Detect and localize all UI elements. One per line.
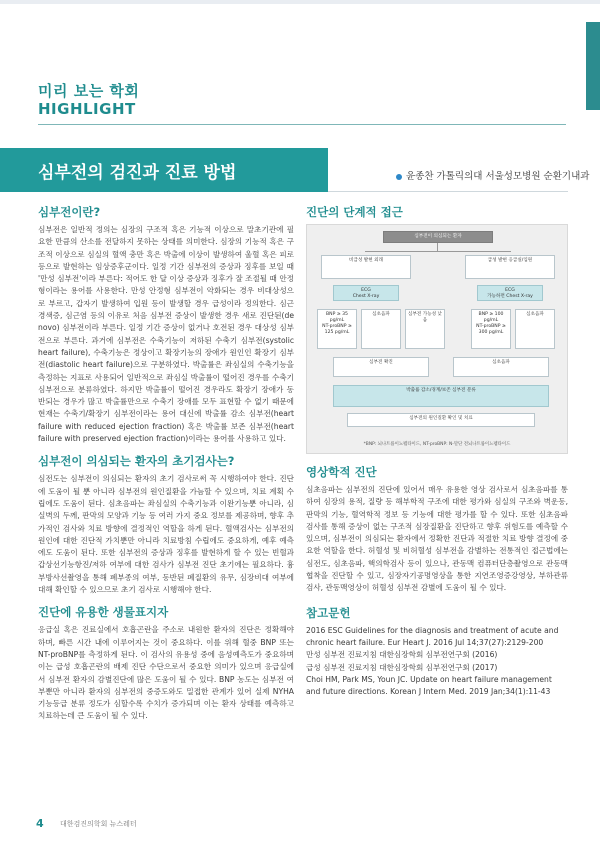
- section-kicker: 미리 보는 학회: [38, 82, 140, 100]
- side-tab: [586, 22, 600, 110]
- flow-arrow: [365, 251, 511, 252]
- right-column: [306, 198, 568, 698]
- reference-item: 만성 심부전 진료지침 대한심장학회 심부전연구회 (2016): [306, 650, 498, 660]
- heading-references: 참고문헌: [306, 605, 351, 620]
- article-title-band: [0, 148, 328, 192]
- flow-box-np-left: BNP ≥ 35 pg/mL NT-proBNP ≥ 125 pg/mL: [317, 309, 357, 349]
- flow-arrow: [437, 243, 438, 251]
- footer-publication: 대한검진의학회 뉴스레터: [60, 820, 137, 828]
- flow-box-ecg-right: ECG 가능하면 Chest X-ray: [477, 285, 543, 301]
- heading-initial-tests: 심부전이 의심되는 환자의 초기검사는?: [38, 454, 235, 469]
- article-title: 심부전의 검진과 진료 방법: [38, 163, 237, 183]
- flow-box-suspected: 심부전이 의심되는 환자: [383, 231, 493, 243]
- flow-box-nonacute: 비급성 발현 외래: [321, 255, 411, 279]
- reference-item: 급성 심부전 진료지침 대한심장학회 심부전연구회 (2017): [306, 662, 498, 672]
- page-number: 4: [36, 817, 44, 830]
- bullet-icon: [396, 174, 402, 180]
- divider: [328, 191, 568, 192]
- paragraph-what-is-hf: 심부전은 일반적 정의는 심장의 구조적 혹은 기능적 이상으로 말초기관에 필요한 만큼의 산소를 전달하지 못하는 상태를 의미한다. 심장의 기능적 혹은 구조적 이상으로 심실의 혈액 충만 혹은 박출에 이상이 발생하여 울혈 혹은 피로 등으로 발현하는 임상증후군이다. 일정 기간 심부전의 증상과 징후를 보일 때 '만성 심부전'이라 부른다: 적어도 한 달 이상 증상과 징후가 잘 조절될 때 안정형이라는 용어를 사용한다. 만성 안정형 심부전이 악화되는 경우 비대상성으로 부르고, 갑자기 발생하여 입원 등이 발생할 경우 급성이라 정의한다. 심근경색증, 심근염 등의 이유로 처음 심부전 증상이 발생한 경우 새로 진단된(de novo) 심부전이라 부른다. 일정 기간 증상이 없거나 호전된 경우 대상성 심부전으로 부른다. 과거에 심부전은 수축기능이 저하된 수축기 심부전(systolic heart failure), 수축기능은 정상이고 확장기능의 장애가 원인인 확장기 심부전(diastolic heart failure)으로 구분하였다. 박출률은 좌심실의 수축기능을 측정하는 지표로 사용되어 일반적으로 좌심실 박출률이 떨어진 경우를 수축기 심부전으로 분류하였다. 하지만 박출률이 떨어진 경우라도 확장기 장애가 동반되는 경우가 많고 박출률만으로 수축기 장애를 모두 표현할 수 없기 때문에 현재는 수축기/확장기 심부전이라는 용어 대신에 박출률 감소 심부전(heart failure with reduced ejection fraction) 혹은 박출률 보존 심부전(heart failure with preserved ejection fraction)이라는 용어를 사용하고 있다.: [38, 225, 294, 444]
- flow-box-ecg-left: ECG Chest X-ray: [333, 285, 399, 301]
- left-column: [38, 198, 294, 723]
- reference-list: [306, 625, 568, 699]
- author-name: 윤종찬 가톨릭의대 서울성모병원 순환기내과: [406, 171, 590, 182]
- paragraph-biomarkers: 응급실 혹은 진료실에서 호흡곤란을 주소로 내원한 환자의 진단은 정확해야 하며, 빠른 시간 내에 이루어지는 것이 중요하다. 이를 위해 혈중 BNP 또는 NT-proBNP를 측정하게 된다. 이 검사의 유용성 중에 음성예측도가 중요하며 이는 급성 호흡곤란의 배제 진단 수단으로서 중요한 의미가 있으며 응급실에서 심부전 환자의 감별진단에 많은 도움이 될 수 있다. BNP 농도는 심부전 여부뿐만 아니라 환자의 심부전의 중증도와도 밀접한 관계가 있어 실제 NYHA 기능등급 분류 정도가 심할수록 수치가 증가되며 이는 환자 상태를 예측하고 치료하는데 큰 도움이 될 수 있다.: [38, 625, 294, 721]
- reference-item: 2016 ESC Guidelines for the diagnosis and treatment of acute and chronic heart failure. Eur Heart J. 2016 Jul 14;37(27):2129-200: [306, 625, 559, 647]
- flow-box-cause: 심부전의 원인질환 확인 및 치료: [347, 413, 535, 427]
- flow-box-echo-right: 심초음파: [515, 309, 555, 349]
- paragraph-initial-tests: 심전도는 심부전이 의심되는 환자의 초기 검사로써 꼭 시행하여야 한다. 진단에 도움이 될 뿐 아니라 심부전의 원인질환을 가늠할 수 있으며, 치료 계획 수립에도 도움이 된다. 심초음파는 좌심실의 수축기능과 이완기능뿐 아니라, 심실벽의 두께, 판막의 모양과 기능 등 여러 가지 중요 정보를 제공하며, 향후 추가적인 검사와 치료 방향에 결정적인 역할을 하게 된다. 혈액검사는 심부전의 원인에 대한 진단적 가치뿐만 아니라 치료방침 수립에도 중요하게, 예후 예측에도 도움이 된다. 또한 심부전의 증상과 징후를 발현하게 할 수 있는 빈혈과 갑상선기능항진/저하 여부에 대한 검사가 심부전 진단 초기에는 필요하다. 흉부방사선촬영을 통해 폐부종의 여부, 동반된 폐질환의 유무, 심장비대 여부에 대해 확인할 수 있으므로 초기 검사로 시행해야 한다.: [38, 474, 294, 595]
- flow-box-echo-left: 심초음파: [361, 309, 401, 349]
- flow-box-classify: 박출률 감소/경계/보존 심부전 분류: [333, 385, 549, 407]
- heading-biomarkers: 진단에 유용한 생물표지자: [38, 605, 169, 620]
- heading-diagnostic-approach: 진단의 단계적 접근: [306, 205, 403, 219]
- flow-box-unlikely: 심부전 가능성 낮음: [405, 309, 445, 349]
- diagnostic-flowchart: [306, 224, 568, 454]
- author-line: [396, 168, 589, 182]
- flow-box-confirmed: 심부전 확진: [333, 357, 429, 377]
- flow-box-echo-confirm: 심초음파: [453, 357, 549, 377]
- flowchart-note: *BNP: 뇌나트륨이뇨펩타이드, NT-proBNP: N-말단 전뇌나트륨이뇨펩타이드: [363, 442, 511, 447]
- flow-box-np-right: BNP ≥ 100 pg/mL NT-proBNP ≥ 300 pg/mL: [471, 309, 511, 349]
- heading-imaging: 영상학적 진단: [306, 465, 377, 479]
- flow-box-acute: 급성 발현 응급실/입원: [465, 255, 555, 279]
- section-title: HIGHLIGHT: [38, 100, 136, 118]
- reference-item: Choi HM, Park MS, Youn JC. Update on heart failure management and future directions. Korean J Intern Med. 2019 Jan;34(1):11-43: [306, 674, 552, 697]
- divider: [38, 124, 566, 125]
- paragraph-imaging: 심초음파는 심부전의 진단에 있어서 매우 유용한 영상 검사로서 심초음파를 통하여 심장의 용적, 질량 등 해부학적 구조에 대한 평가와 심실의 구조와 벽운동, 판막의 기능, 혈역학적 정보 등 기능에 대한 평가를 할 수 있다. 또한 심초음파 검사를 통해 증상이 없는 구조적 심장질환을 진단하고 향후 위험도를 예측할 수 있으며, 심부전이 의심되는 환자에서 정확한 진단과 적절한 치료 방향 결정에 중요한 역할을 한다. 허혈성 및 비허혈성 심부전을 감별하는 전통적인 접근법에는 심전도, 심초음파, 핵의학검사 등이 있으나, 관동맥 컴퓨터단층촬영으로 관동맥 협착을 진단할 수 있고, 심장자기공명영상을 통한 지연조영증강영상, 부하관류검사, 관동맥영상이 허혈성 심부전 감별에 도움이 될 수 있다.: [306, 485, 568, 593]
- heading-what-is-hf: 심부전이란?: [38, 205, 101, 219]
- top-strip: [0, 0, 600, 4]
